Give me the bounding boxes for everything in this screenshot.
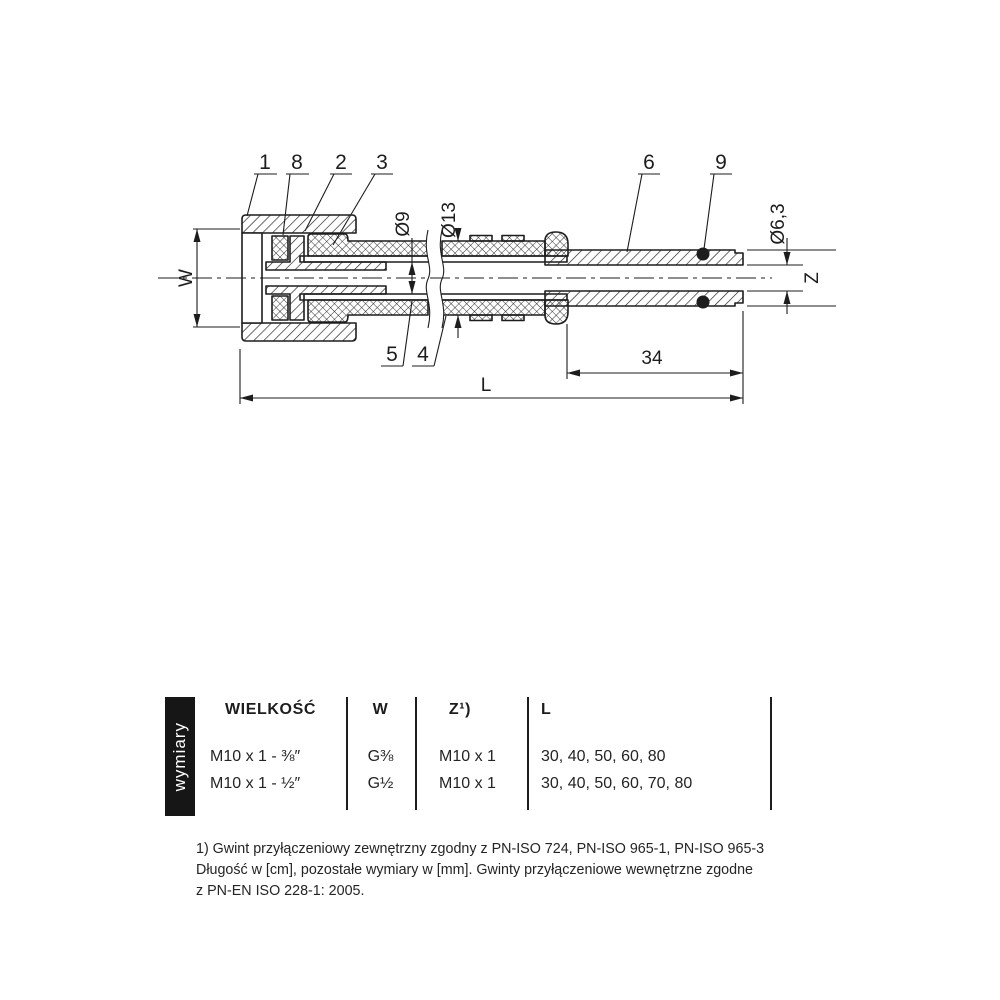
table-header-z: Z¹)	[448, 701, 472, 718]
table-cell-l-2: 30, 40, 50, 60, 70, 80	[541, 775, 693, 792]
table-cell-l-1: 30, 40, 50, 60, 80	[541, 748, 666, 765]
table-cell-w-1: G⅜	[367, 748, 394, 765]
callout-5-label: 5	[386, 343, 398, 366]
footnote-line-3: z PN-EN ISO 228-1: 2005.	[196, 883, 365, 899]
dim-label-d63: Ø6,3	[768, 203, 789, 245]
dim-label-z: Z	[802, 272, 823, 284]
table-divider-3	[527, 697, 529, 810]
dim-d63-z	[747, 203, 836, 314]
dim-label-w: W	[176, 269, 197, 287]
pipe-break	[426, 230, 443, 328]
dim-label-34: 34	[641, 348, 663, 369]
callout-4-label: 4	[417, 343, 429, 366]
callout-9-label: 9	[715, 151, 727, 174]
table-cell-w-2: G½	[367, 775, 394, 792]
dim-34	[567, 311, 743, 404]
table-cell-size-1: M10 x 1 - ⅜″	[210, 748, 301, 765]
table-header-w: W	[372, 701, 389, 718]
table-sidebar	[165, 697, 195, 816]
callout-6-label: 6	[643, 151, 655, 174]
footnote	[196, 839, 816, 902]
table-cell-z-2: M10 x 1	[439, 775, 496, 792]
dim-label-d9: Ø9	[393, 211, 414, 237]
callout-3-label: 3	[376, 151, 388, 174]
callout-8-label: 8	[291, 151, 303, 174]
dim-label-d13: Ø13	[439, 202, 460, 238]
dim-l	[240, 349, 743, 404]
table-header-wielkosc: WIELKOŚĆ	[224, 701, 317, 718]
callout-6	[627, 151, 660, 252]
table-sidebar-label: wymiary	[170, 721, 189, 792]
callout-9	[704, 151, 732, 249]
dim-label-l: L	[480, 375, 492, 396]
table-header-l: L	[541, 701, 552, 718]
footnote-line-1: 1) Gwint przyłączeniowy zewnętrzny zgodny z PN-ISO 724, PN-ISO 965-1, PN-ISO 965-3	[196, 841, 765, 857]
table-cell-size-2: M10 x 1 - ½″	[210, 775, 301, 792]
table-divider-4	[770, 697, 772, 810]
footnote-line-2: Długość w [cm], pozostałe wymiary w [mm]. Gwinty przyłączeniowe wewnętrzne zgodne	[196, 862, 753, 878]
table-cell-z-1: M10 x 1	[439, 748, 496, 765]
callout-1	[247, 151, 277, 216]
callout-2-label: 2	[335, 151, 347, 174]
callout-1-label: 1	[259, 151, 271, 174]
